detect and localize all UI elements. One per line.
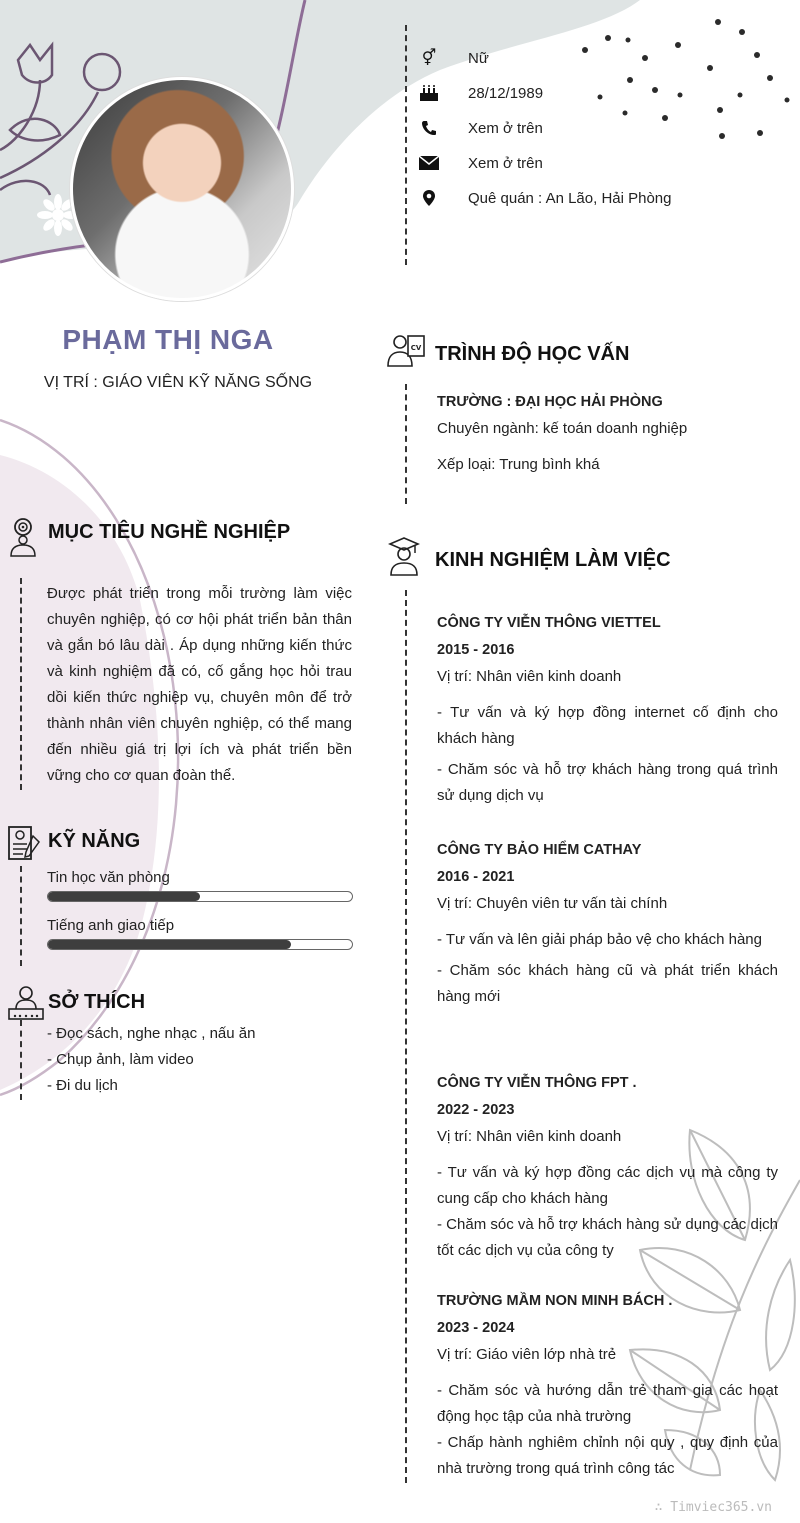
gender-icon: ⚥	[421, 50, 437, 67]
phone-icon	[418, 118, 440, 138]
job-duty: - Tư vấn và ký hợp đồng internet cố định cho khách hàng	[437, 704, 778, 747]
info-birthday: 28/12/1989	[418, 81, 543, 105]
job-position: VỊ TRÍ : GIÁO VIÊN KỸ NĂNG SỐNG	[43, 374, 313, 391]
hobby-item: - Chụp ảnh, làm video	[47, 1051, 194, 1068]
skills-divider	[20, 866, 22, 966]
info-email: Xem ở trên	[418, 151, 543, 175]
dot-pattern	[582, 19, 790, 139]
hobby-item: - Đi du lịch	[47, 1077, 118, 1094]
full-name: PHẠM THỊ NGA	[62, 324, 274, 355]
job-role: Vị trí: Nhân viên kinh doanh	[437, 1128, 622, 1145]
job-duty: - Chấp hành nghiêm chỉnh nội quy , quy định của nhà trường trong quá trình công tác	[437, 1434, 778, 1477]
info-divider	[405, 25, 407, 265]
info-phone: Xem ở trên	[418, 116, 543, 140]
education-school: TRƯỜNG : ĐẠI HỌC HẢI PHÒNG	[437, 394, 663, 410]
avatar	[70, 77, 294, 301]
job-duty: - Chăm sóc khách hàng cũ và phát triển khách hàng mới	[437, 962, 778, 1005]
skill-label-english: Tiếng anh giao tiếp	[47, 917, 175, 934]
education-major: Chuyên ngành: kế toán doanh nghiệp	[437, 420, 688, 437]
hobbies-divider	[20, 1020, 22, 1100]
svg-text:CV: CV	[410, 344, 422, 352]
hobbies-title: SỞ THÍCH	[48, 991, 146, 1013]
job-duty: - Tư vấn và ký hợp đồng các dịch vụ mà công ty cung cấp cho khách hàng	[437, 1164, 778, 1207]
skill-fill-office	[48, 892, 200, 901]
job-duty: - Chăm sóc và hỗ trợ khách hàng trong quá trình sử dụng dịch vụ	[437, 761, 778, 804]
job-company: CÔNG TY BẢO HIỂM CATHAY	[437, 842, 642, 858]
info-gender: ⚥ Nữ	[418, 46, 489, 70]
job-role: Vị trí: Giáo viên lớp nhà trẻ	[437, 1346, 617, 1363]
experience-title: KINH NGHIỆM LÀM VIỆC	[435, 549, 671, 571]
watermark: ∴ Timviec365.vn	[654, 1500, 772, 1515]
job-company: TRƯỜNG MẦM NON MINH BÁCH .	[437, 1293, 673, 1309]
job-company: CÔNG TY VIỄN THÔNG VIETTEL	[437, 615, 661, 631]
objective-divider	[20, 578, 22, 790]
education-title: TRÌNH ĐỘ HỌC VẤN	[435, 343, 630, 365]
info-hometown: Quê quán : An Lão, Hải Phòng	[418, 186, 672, 210]
objective-text: Được phát triển trong mỗi trường làm việc chuyên nghiệp, có cơ hội phát triển bản thân và gắn bó lâu dài . Áp dụng những kiến thức và kinh nghiệm đã có, cố gắng học hỏi trau dồi kiến thức nghiệp vụ, chuyên môn để trở thành nhân viên chuyên nghiệp, có thể mang đến nhiều giá trị lợi ích và phát triển bền vững cho cơ quan đoàn thể.	[47, 585, 352, 784]
job-period: 2015 - 2016	[437, 642, 515, 658]
objective-title: MỤC TIÊU NGHỀ NGHIỆP	[48, 521, 291, 543]
job-duty: - Chăm sóc và hướng dẫn trẻ tham gia các hoạt động học tập của nhà trường	[437, 1382, 778, 1425]
envelope-icon	[418, 153, 440, 173]
job-period: 2016 - 2021	[437, 869, 515, 885]
skill-bar-office	[47, 891, 353, 902]
job-period: 2023 - 2024	[437, 1320, 515, 1336]
target-person-icon	[8, 518, 38, 558]
job-duty: - Chăm sóc và hỗ trợ khách hàng sử dụng các dịch tốt các dịch vụ của công ty	[437, 1216, 778, 1259]
job-duty: - Tư vấn và lên giải pháp bảo vệ cho khách hàng	[437, 931, 762, 948]
job-role: Vị trí: Nhân viên kinh doanh	[437, 668, 622, 685]
job-role: Vị trí: Chuyên viên tư vấn tài chính	[437, 895, 668, 912]
education-divider	[405, 384, 407, 504]
skill-fill-english	[48, 940, 291, 949]
hobby-item: - Đọc sách, nghe nhạc , nấu ăn	[47, 1025, 256, 1042]
skill-bar-english	[47, 939, 353, 950]
education-grade: Xếp loại: Trung bình khá	[437, 456, 600, 473]
graduate-icon	[388, 536, 420, 576]
experience-divider	[405, 590, 407, 1483]
cv-person-icon	[386, 332, 426, 368]
birthday-cake-icon	[418, 83, 440, 103]
skills-title: KỸ NĂNG	[48, 830, 141, 852]
person-desk-icon	[7, 985, 45, 1021]
job-period: 2022 - 2023	[437, 1102, 515, 1118]
location-pin-icon	[418, 188, 440, 208]
certificate-icon	[7, 824, 41, 862]
skill-label-office: Tin học văn phòng	[47, 869, 170, 886]
job-company: CÔNG TY VIỄN THÔNG FPT .	[437, 1075, 637, 1091]
